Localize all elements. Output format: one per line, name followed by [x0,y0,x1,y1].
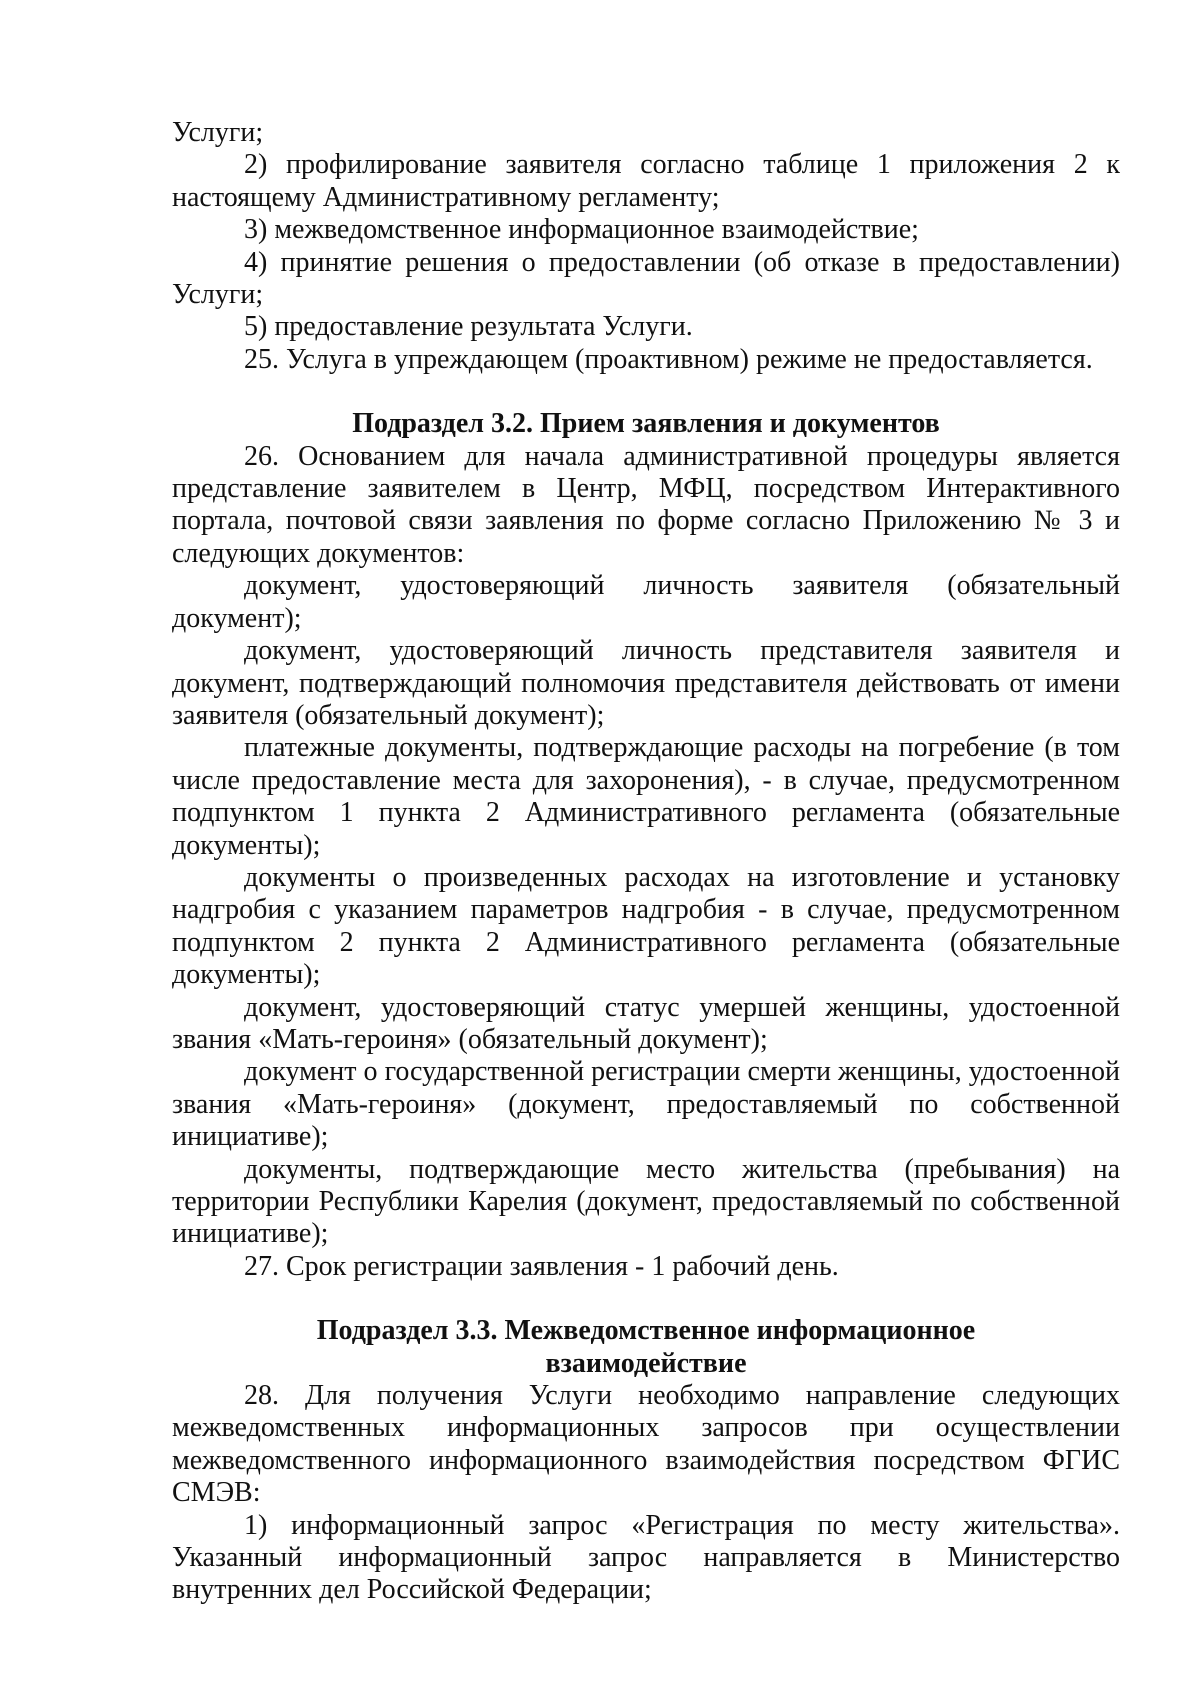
list-item-profiling: 2) профилирование заявителя согласно таблице 1 приложения 2 к настоящему Административному регламенту; [172,149,1120,213]
paragraph-25: 25. Услуга в упреждающем (проактивном) режиме не предоставляется. [244,343,1093,375]
paragraph-27: 27. Срок регистрации заявления - 1 рабочий день. [244,1250,839,1282]
list-item-request-1: 1) информационный запрос «Регистрация по месту жительства». Указанный информационный запрос направляется в Министерство внутренних дел Российской Федерации; [172,1509,1120,1606]
document-item: документ, удостоверяющий статус умершей женщины, удостоенной звания «Мать-героиня» (обязательный документ); [172,991,1120,1055]
section-heading-3-3-line2: взаимодействие [545,1347,747,1379]
paragraph-26: 26. Основанием для начала административной процедуры является представление заявителем в Центр, МФЦ, посредством Интерактивного портала, почтовой связи заявления по форме согласно Приложению № 3 и следующих документов: [172,440,1120,569]
paragraph-28: 28. Для получения Услуги необходимо направление следующих межведомственных информационных запросов при осуществлении межведомственного информационного взаимодействия посредством ФГИС СМЭВ: [172,1380,1120,1509]
section-heading-3-3 [172,1315,1120,1380]
list-item-decision: 4) принятие решения о предоставлении (об отказе в предоставлении) Услуги; [172,246,1120,311]
document-item: документ, удостоверяющий личность представителя заявителя и документ, подтверждающий полномочия представителя действовать от имени заявителя (обязательный документ); [172,635,1120,731]
document-item: документ, удостоверяющий личность заявителя (обязательный документ); [172,570,1120,634]
list-item-result: 5) предоставление результата Услуги. [244,311,693,343]
document-page [172,117,1120,1607]
document-item: документы о произведенных расходах на изготовление и установку надгробия с указанием параметров надгробия - в случае, предусмотренном подпунктом 2 пункта 2 Административного регламента (обязательные документы); [172,861,1120,991]
document-item: документы, подтверждающие место жительства (пребывания) на территории Республики Карелия (документ, предоставляемый по собственной инициативе); [172,1153,1120,1250]
document-item: документ о государственной регистрации смерти женщины, удостоенной звания «Мать-героиня» (документ, предоставляемый по собственной инициативе); [172,1056,1120,1153]
document-item: платежные документы, подтверждающие расходы на погребение (в том числе предоставление места для захоронения), - в случае, предусмотренном подпунктом 1 пункта 2 Административного регламента (обязательные документы); [172,732,1120,861]
section-heading-3-2: Подраздел 3.2. Прием заявления и документов [352,408,940,440]
list-item-interagency: 3) межведомственное информационное взаимодействие; [244,214,919,246]
section-heading-3-3-line1: Подраздел 3.3. Межведомственное информационное [316,1315,976,1347]
paragraph-continuation: Услуги; [172,117,264,148]
